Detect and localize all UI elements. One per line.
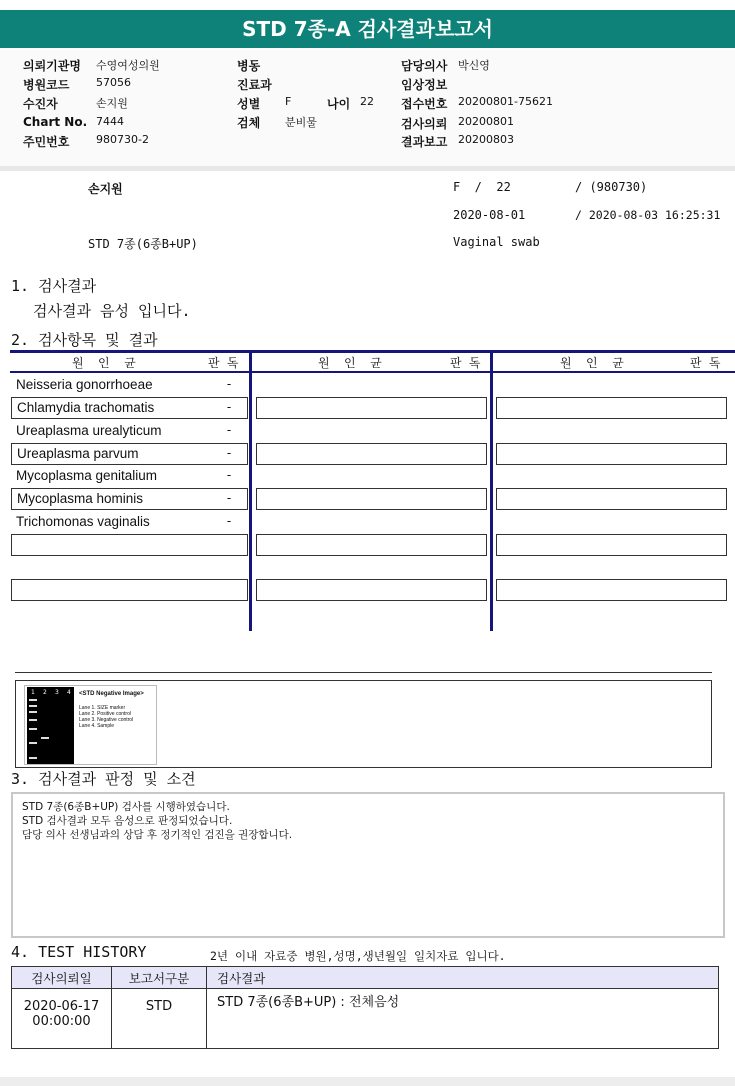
gel-band bbox=[29, 742, 37, 744]
column-divider-1 bbox=[249, 352, 252, 631]
summary-test: STD 7종(6종B+UP) bbox=[88, 237, 198, 251]
gel-lane-desc: Lane 2. Positive control bbox=[79, 711, 131, 717]
gel-band bbox=[29, 705, 37, 707]
history-header-row bbox=[12, 967, 719, 989]
institution-value: 수영여성의원 bbox=[96, 59, 160, 72]
summary-name: 손지원 bbox=[88, 182, 123, 196]
empty-row bbox=[256, 534, 487, 556]
resident-no-value: 980730-2 bbox=[96, 133, 149, 146]
clinical-info-label: 임상정보 bbox=[401, 78, 448, 92]
column-divider-2 bbox=[490, 352, 493, 631]
col2-pathogen-header: 원 인 균 bbox=[318, 356, 382, 370]
sex-label: 성별 bbox=[237, 97, 261, 111]
history-date: 2020-06-17 bbox=[23, 999, 100, 1014]
section3-title: 3. 검사결과 판정 및 소견 bbox=[11, 770, 196, 788]
department-label: 진료과 bbox=[237, 78, 272, 92]
gel-caption-lanes bbox=[79, 705, 133, 729]
summary-birth: / (980730) bbox=[575, 180, 648, 194]
doctor-value: 박신영 bbox=[458, 59, 490, 72]
age-value: 22 bbox=[360, 95, 374, 108]
report-date-label: 결과보고 bbox=[401, 135, 448, 149]
opinion-line: STD 7종(6종B+UP) 검사를 시행하였습니다. bbox=[22, 801, 230, 813]
pathogen-result: - bbox=[226, 377, 232, 391]
pathogen-result: - bbox=[226, 446, 232, 460]
gel-band bbox=[29, 757, 37, 759]
gel-lane-number: 2 bbox=[43, 689, 47, 696]
report-title: STD 7종-A 검사결과보고서 bbox=[0, 10, 735, 48]
opinion-box bbox=[11, 792, 725, 938]
gel-image-frame bbox=[24, 685, 157, 765]
gel-image-box bbox=[15, 680, 712, 768]
institution-label: 의뢰기관명 bbox=[23, 59, 81, 73]
empty-row bbox=[496, 397, 727, 419]
pathogen-name: Ureaplasma urealyticum bbox=[16, 423, 162, 438]
history-date-cell bbox=[12, 989, 112, 1049]
opinion-line: 담당 의사 선생님과의 상담 후 정기적인 검진을 권장합니다. bbox=[22, 829, 293, 841]
table-row bbox=[11, 466, 248, 488]
gel-lane-number: 3 bbox=[55, 689, 59, 696]
gel-picture bbox=[27, 687, 74, 764]
pathogen-result: - bbox=[226, 400, 232, 414]
section4-title: 4. TEST HISTORY bbox=[11, 943, 147, 961]
pathogen-result: - bbox=[226, 468, 232, 482]
specimen-label: 검체 bbox=[237, 116, 261, 130]
empty-row bbox=[11, 579, 248, 601]
table-row bbox=[11, 512, 248, 534]
empty-row bbox=[256, 397, 487, 419]
history-col-date: 검사의뢰일 bbox=[12, 967, 112, 989]
empty-row bbox=[256, 579, 487, 601]
pathogen-name: Ureaplasma parvum bbox=[17, 446, 139, 461]
pathogen-name: Neisseria gonorrhoeae bbox=[16, 377, 153, 392]
gel-lane-number: 4 bbox=[67, 689, 71, 696]
bottom-strip bbox=[0, 1077, 735, 1086]
gel-band bbox=[29, 728, 37, 730]
empty-row bbox=[496, 534, 727, 556]
history-result: STD 7종(6종B+UP) : 전체음성 bbox=[207, 989, 719, 1049]
request-date-value: 20200801 bbox=[458, 115, 514, 128]
opinion-line: STD 검사결과 모두 음성으로 판정되었습니다. bbox=[22, 815, 233, 827]
chart-no-value: 7444 bbox=[96, 115, 124, 128]
pathogen-name: Mycoplasma genitalium bbox=[16, 468, 158, 483]
receipt-no-value: 20200801-75621 bbox=[458, 95, 553, 108]
col3-pathogen-header: 원 인 균 bbox=[560, 356, 624, 370]
summary-date2: / 2020-08-03 16:25:31 bbox=[575, 208, 721, 222]
specimen-value: 분비물 bbox=[285, 116, 317, 129]
gel-band bbox=[29, 699, 37, 701]
hospital-code-value: 57056 bbox=[96, 76, 131, 89]
examinee-label: 수진자 bbox=[23, 97, 58, 111]
gel-lane-desc: Lane 3. Negative control bbox=[79, 717, 134, 723]
chart-no-label: Chart No. bbox=[23, 115, 88, 129]
history-col-type: 보고서구분 bbox=[112, 967, 207, 989]
table-row bbox=[11, 421, 248, 443]
gel-lane-desc: Lane 4. Sample bbox=[79, 723, 115, 729]
hospital-code-label: 병원코드 bbox=[23, 78, 70, 92]
empty-row bbox=[496, 443, 727, 465]
empty-row bbox=[496, 488, 727, 510]
header-separator bbox=[0, 166, 735, 171]
empty-row bbox=[256, 443, 487, 465]
table-row bbox=[11, 375, 248, 397]
pathogen-result: - bbox=[226, 423, 232, 437]
ward-label: 병동 bbox=[237, 59, 261, 73]
request-date-label: 검사의뢰 bbox=[401, 117, 448, 131]
pathogen-name: Mycoplasma hominis bbox=[17, 491, 144, 506]
gel-caption-title: <STD Negative Image> bbox=[79, 691, 144, 697]
gel-lane-desc: Lane 1. SIZE marker bbox=[79, 705, 126, 711]
summary-specimen: Vaginal swab bbox=[453, 235, 540, 249]
grid-top-line bbox=[10, 350, 735, 353]
grid-header-line bbox=[10, 371, 735, 373]
col2-result-header: 판 독 bbox=[450, 356, 481, 370]
pathogen-result: - bbox=[226, 491, 232, 505]
history-table bbox=[11, 966, 719, 1049]
gel-lane-number: 1 bbox=[31, 689, 35, 696]
table-row bbox=[11, 443, 248, 465]
empty-row bbox=[256, 488, 487, 510]
section1-text: 검사결과 음성 입니다. bbox=[33, 302, 191, 320]
table-row bbox=[11, 488, 248, 510]
examinee-value: 손지원 bbox=[96, 97, 128, 110]
section2-title: 2. 검사항목 및 결과 bbox=[11, 331, 158, 349]
image-divider bbox=[15, 672, 712, 673]
doctor-label: 담당의사 bbox=[401, 59, 448, 73]
table-row bbox=[11, 397, 248, 419]
gel-band bbox=[29, 719, 37, 721]
pathogen-result: - bbox=[226, 514, 232, 528]
section4-note: 2년 이내 자료중 병원,성명,생년월일 일치자료 입니다. bbox=[210, 949, 506, 963]
col1-result-header: 판 독 bbox=[208, 356, 239, 370]
empty-row bbox=[496, 579, 727, 601]
history-type: STD bbox=[112, 989, 207, 1049]
pathogen-name: Chlamydia trachomatis bbox=[17, 400, 155, 415]
age-label: 나이 bbox=[327, 97, 351, 111]
report-date-value: 20200803 bbox=[458, 133, 514, 146]
history-row bbox=[12, 989, 719, 1049]
history-time: 00:00:00 bbox=[32, 1014, 91, 1029]
empty-row bbox=[11, 534, 248, 556]
pathogen-name: Trichomonas vaginalis bbox=[16, 514, 150, 529]
sex-value: F bbox=[285, 95, 292, 108]
gel-band bbox=[41, 737, 49, 739]
summary-date1: 2020-08-01 bbox=[453, 208, 526, 222]
section1-title: 1. 검사결과 bbox=[11, 277, 97, 295]
receipt-no-label: 접수번호 bbox=[401, 97, 448, 111]
col1-pathogen-header: 원 인 균 bbox=[72, 356, 136, 370]
col3-result-header: 판 독 bbox=[690, 356, 721, 370]
summary-sex-age: F / 22 bbox=[453, 180, 511, 194]
gel-band bbox=[29, 711, 37, 713]
history-col-result: 검사결과 bbox=[207, 967, 719, 989]
resident-no-label: 주민번호 bbox=[23, 135, 70, 149]
